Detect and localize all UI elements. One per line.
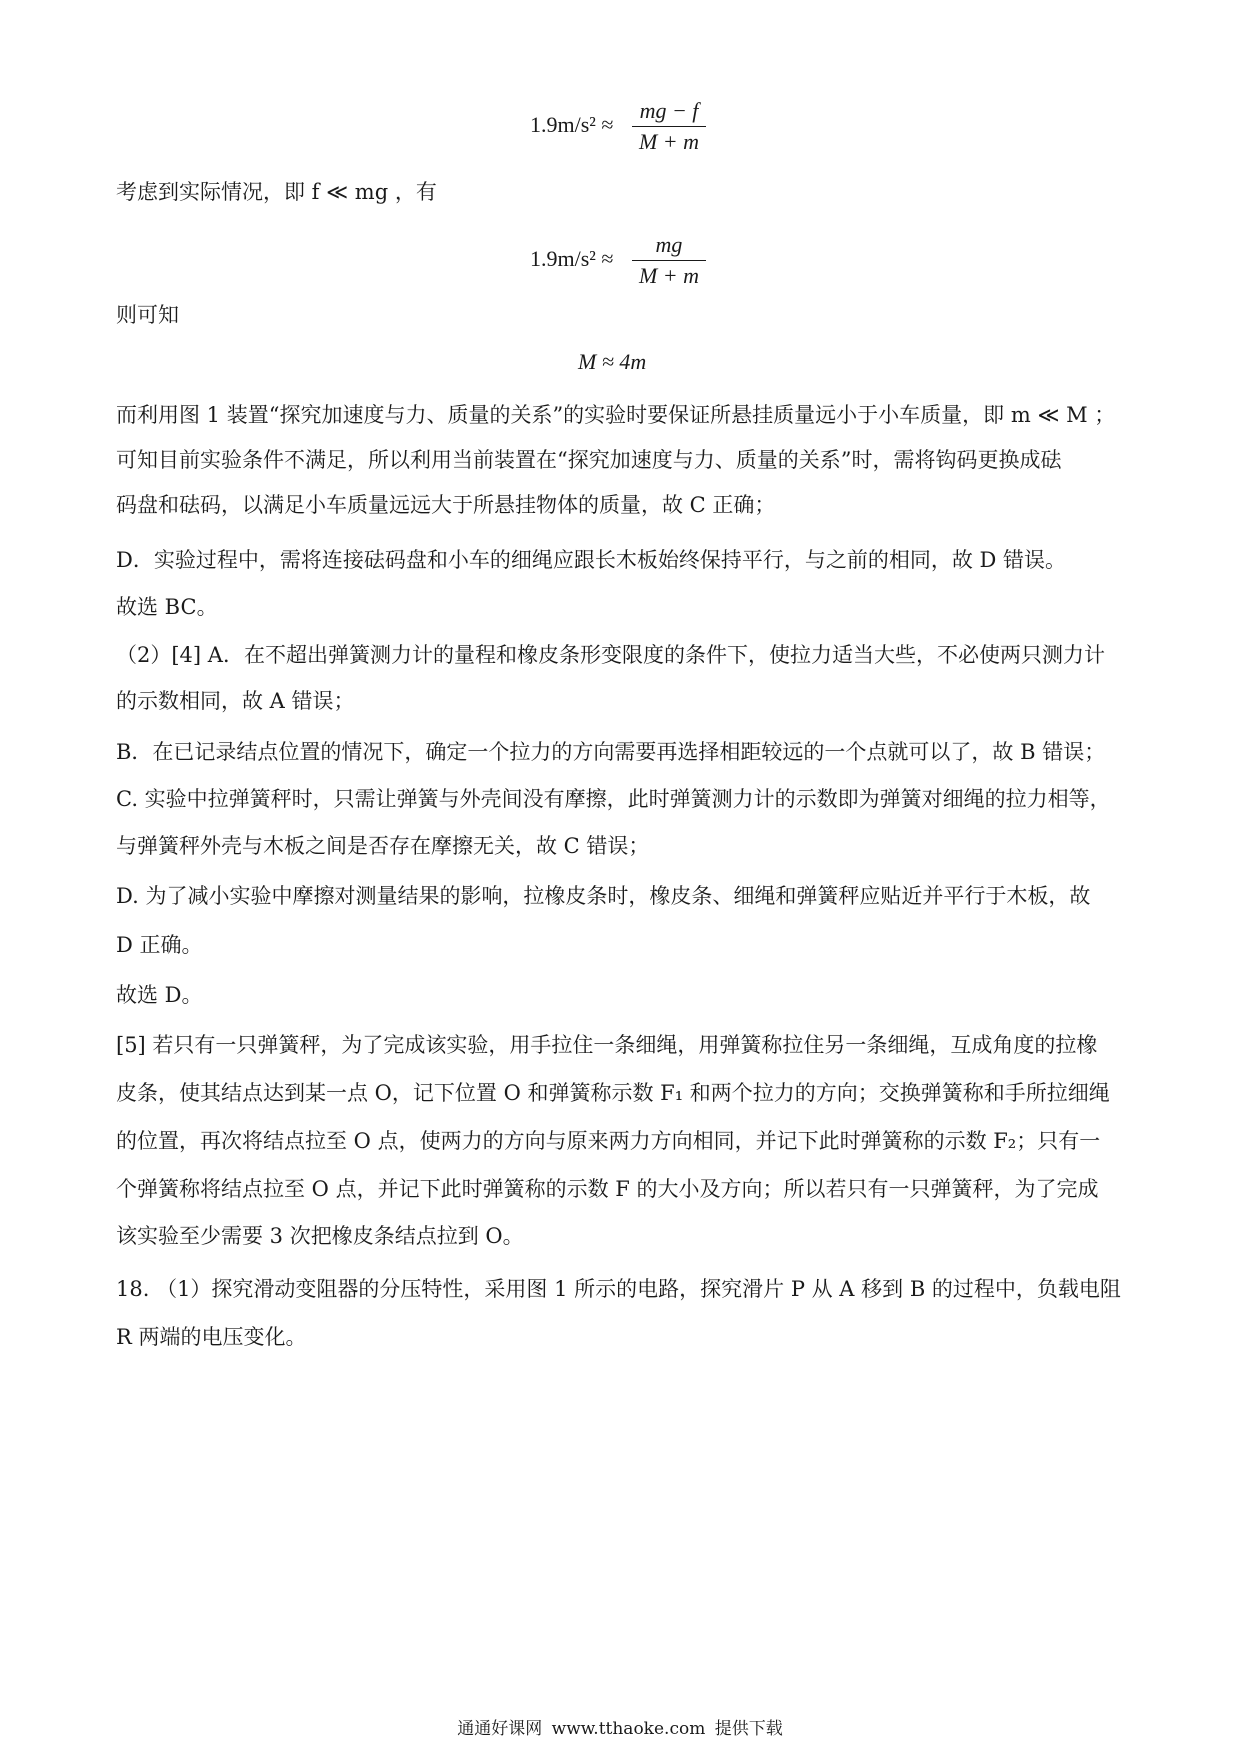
fraction-bar <box>632 126 706 127</box>
fraction-denominator: M + m <box>638 129 700 154</box>
text-line: R 两端的电压变化。 <box>116 1325 307 1349</box>
text-line: 的示数相同，故 A 错误； <box>116 689 355 713</box>
text-line: 与弹簧秤外壳与木板之间是否存在摩擦无关，故 C 错误； <box>116 834 650 858</box>
fraction-numerator: mg <box>655 232 683 257</box>
formula-mass-relation <box>578 349 646 375</box>
text-line: 可知目前实验条件不满足，所以利用当前装置在“探究加速度与力、质量的关系”时，需将钩码更换成砝 <box>116 448 1062 472</box>
fraction-numerator: mg − f <box>639 98 699 123</box>
text-line: D．实验过程中，需将连接砝码盘和小车的细绳应跟长木板始终保持平行，与之前的相同，故 D 错误。 <box>116 548 1067 572</box>
fraction <box>632 98 706 155</box>
text-line: 而利用图 1 装置“探究加速度与力、质量的关系”的实验时要保证所悬挂质量远小于小车质量，即 m ≪ M ； <box>116 403 1116 427</box>
text-line: （2）[4] A．在不超出弹簧测力计的量程和橡皮条形变限度的条件下，使拉力适当大些，不必使两只测力计 <box>116 643 1105 667</box>
text-line: 该实验至少需要 3 次把橡皮条结点拉到 O。 <box>116 1224 524 1248</box>
footer-url: www.tthaoke.com <box>551 1719 706 1739</box>
text-line: 码盘和砝码，以满足小车质量远远大于所悬挂物体的质量，故 C 正确； <box>116 493 776 517</box>
text-line: 18. （1）探究滑动变阻器的分压特性，采用图 1 所示的电路，探究滑片 P 从 A 移到 B 的过程中，负载电阻 <box>116 1277 1121 1301</box>
formula-lhs: 1.9m/s² ≈ <box>530 246 614 271</box>
text-line: 故选 D。 <box>116 983 203 1007</box>
footer-site-name: 通通好课网 <box>457 1719 543 1739</box>
text-line: D. 为了减小实验中摩擦对测量结果的影响，拉橡皮条时，橡皮条、细绳和弹簧秤应贴近并平行于木板，故 <box>116 884 1091 908</box>
text-line: [5] 若只有一只弹簧秤，为了完成该实验，用手拉住一条细绳，用弹簧称拉住另一条细绳，互成角度的拉橡 <box>116 1033 1098 1057</box>
fraction <box>632 232 706 289</box>
text-line: C. 实验中拉弹簧秤时，只需让弹簧与外壳间没有摩擦，此时弹簧测力计的示数即为弹簧对细绳的拉力相等， <box>116 787 1111 811</box>
text-line: 的位置，再次将结点拉至 O 点，使两力的方向与原来两力方向相同，并记下此时弹簧称的示数 F₂；只有一 <box>116 1129 1101 1153</box>
fraction-denominator: M + m <box>638 263 700 288</box>
text-line: 皮条，使其结点达到某一点 O，记下位置 O 和弹簧称示数 F₁ 和两个拉力的方向；交换弹簧称和手所拉细绳 <box>116 1081 1110 1105</box>
page-footer <box>0 1714 1240 1739</box>
text-line: D 正确。 <box>116 933 203 957</box>
text-line: B．在已记录结点位置的情况下，确定一个拉力的方向需要再选择相距较远的一个点就可以了，故 B 错误； <box>116 740 1106 764</box>
fraction-bar <box>632 260 706 261</box>
footer-tail: 提供下载 <box>714 1719 783 1739</box>
text-line: 则可知 <box>116 303 179 327</box>
text-line: 个弹簧称将结点拉至 O 点，并记下此时弹簧称的示数 F 的大小及方向；所以若只有一只弹簧秤，为了完成 <box>116 1177 1099 1201</box>
formula-text: M ≈ 4m <box>578 349 647 374</box>
text-line: 故选 BC。 <box>116 595 218 619</box>
text-line: 考虑到实际情况，即 f ≪ mg ，有 <box>116 180 437 204</box>
formula-lhs: 1.9m/s² ≈ <box>530 112 614 137</box>
